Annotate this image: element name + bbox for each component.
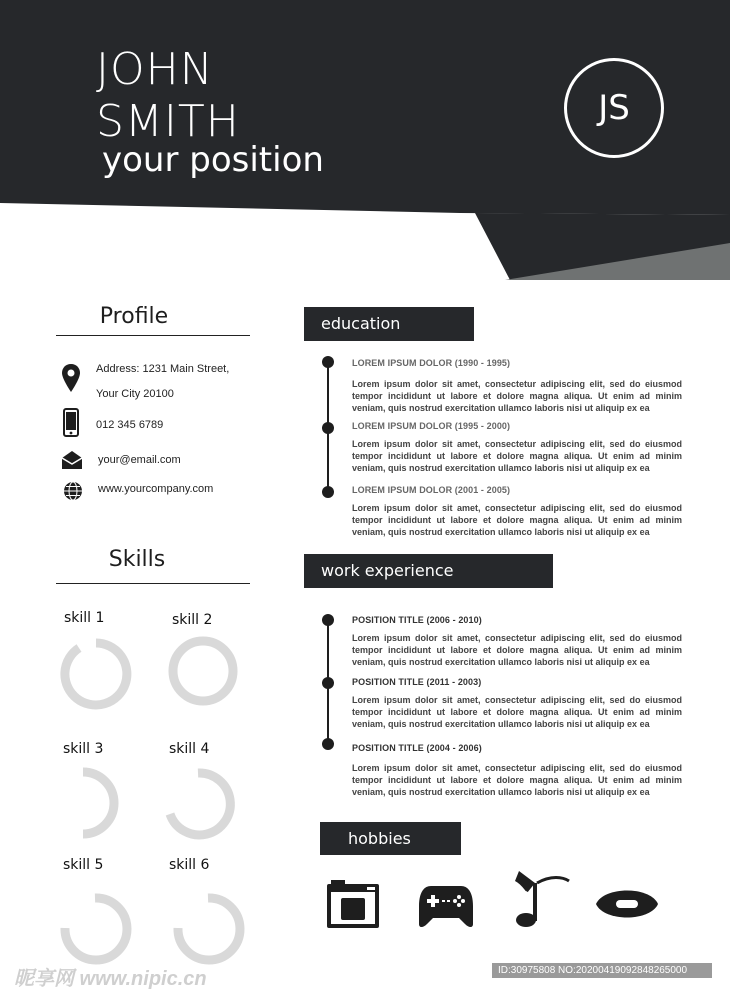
- address-line1: Address: 1231 Main Street,: [96, 363, 230, 375]
- skill-label-6: skill 6: [169, 857, 210, 873]
- skill-ring-3: [58, 765, 128, 843]
- job-position: your position: [102, 140, 324, 180]
- skills-rule: [56, 583, 250, 584]
- timeline-dot: [322, 356, 334, 368]
- skill-ring-4: [160, 765, 238, 843]
- skill-label-4: skill 4: [169, 741, 210, 757]
- education-heading-1: LOREM IPSUM DOLOR (1990 - 1995): [352, 358, 511, 368]
- location-pin-icon: [62, 364, 80, 392]
- phone-icon: [63, 408, 79, 437]
- work-body-3: Lorem ipsum dolor sit amet, consectetur adipiscing elit, sed do eiusmod tempor incididunt ut labore et dolore magna aliqua. Ut enim ad minim veniam, quis nostrud exercitation ullamco laboris nisi ut aliquip ex ea: [352, 763, 682, 797]
- work-heading-1: POSITION TITLE (2006 - 2010): [352, 615, 482, 625]
- globe-icon: [63, 481, 83, 501]
- address-line2: Your City 20100: [96, 388, 174, 400]
- phone-number: 012 345 6789: [96, 419, 164, 431]
- skill-ring-5: [57, 890, 137, 966]
- education-body-3: Lorem ipsum dolor sit amet, consectetur adipiscing elit, sed do eiusmod tempor incididunt ut labore et dolore magna aliqua. Ut enim ad minim veniam, quis nostrud exercitation ullamco laboris nisi ut aliquip ex ea: [352, 503, 682, 537]
- skills-title: Skills: [108, 547, 166, 572]
- profile-title: Profile: [99, 304, 169, 329]
- work-body-1: Lorem ipsum dolor sit amet, consectetur adipiscing elit, sed do eiusmod tempor incididunt ut labore et dolore magna aliqua. Ut enim ad minim veniam, quis nostrud exercitation ullamco laboris nisi ut aliquip ex ea: [352, 633, 682, 667]
- website-link[interactable]: www.yourcompany.com: [98, 483, 214, 495]
- football-icon: [596, 884, 658, 924]
- work-heading-3: POSITION TITLE (2004 - 2006): [352, 743, 482, 753]
- camera-icon: [327, 880, 379, 928]
- skill-label-1: skill 1: [64, 610, 105, 626]
- skill-label-3: skill 3: [63, 741, 104, 757]
- education-body-2: Lorem ipsum dolor sit amet, consectetur adipiscing elit, sed do eiusmod tempor incididunt ut labore et dolore magna aliqua. Ut enim ad minim veniam, quis nostrud exercitation ullamco laboris nisi ut aliquip ex ea: [352, 439, 682, 473]
- timeline-dot: [322, 422, 334, 434]
- timeline-dot: [322, 614, 334, 626]
- work-heading-2: POSITION TITLE (2011 - 2003): [352, 677, 482, 687]
- envelope-icon: [62, 451, 82, 469]
- music-note-icon: [513, 869, 573, 929]
- work-body-2: Lorem ipsum dolor sit amet, consectetur adipiscing elit, sed do eiusmod tempor incididunt ut labore et dolore magna aliqua. Ut enim ad minim veniam, quis nostrud exercitation ullamco laboris nisi ut aliquip ex ea: [352, 695, 682, 729]
- skill-label-2: skill 2: [172, 612, 213, 628]
- last-name: SMITH: [96, 96, 240, 147]
- skill-ring-6: [170, 890, 250, 966]
- timeline-dot: [322, 738, 334, 750]
- gamepad-icon: [419, 884, 473, 928]
- skill-ring-1: [57, 635, 135, 713]
- watermark-left: 昵享网 www.nipic.cn: [14, 968, 207, 990]
- education-heading-3: LOREM IPSUM DOLOR (2001 - 2005): [352, 485, 511, 495]
- education-title: education: [304, 307, 474, 341]
- education-heading-2: LOREM IPSUM DOLOR (1995 - 2000): [352, 421, 511, 431]
- watermark-right: ID:30975808 NO:20200419092848265000: [492, 963, 712, 978]
- work-experience-title: work experience: [304, 554, 553, 588]
- hobbies-title: hobbies: [320, 822, 461, 855]
- profile-rule: [56, 335, 250, 336]
- timeline-dot: [322, 677, 334, 689]
- email-link[interactable]: your@email.com: [98, 454, 181, 466]
- skill-label-5: skill 5: [63, 857, 104, 873]
- timeline-dot: [322, 486, 334, 498]
- skill-ring-2: [165, 633, 241, 709]
- education-body-1: Lorem ipsum dolor sit amet, consectetur adipiscing elit, sed do eiusmod tempor incididunt ut labore et dolore magna aliqua. Ut enim ad minim veniam, quis nostrud exercitation ullamco laboris nisi ut aliquip ex ea: [352, 379, 682, 413]
- first-name: JOHN: [96, 44, 214, 95]
- initials-badge: JS: [564, 58, 664, 158]
